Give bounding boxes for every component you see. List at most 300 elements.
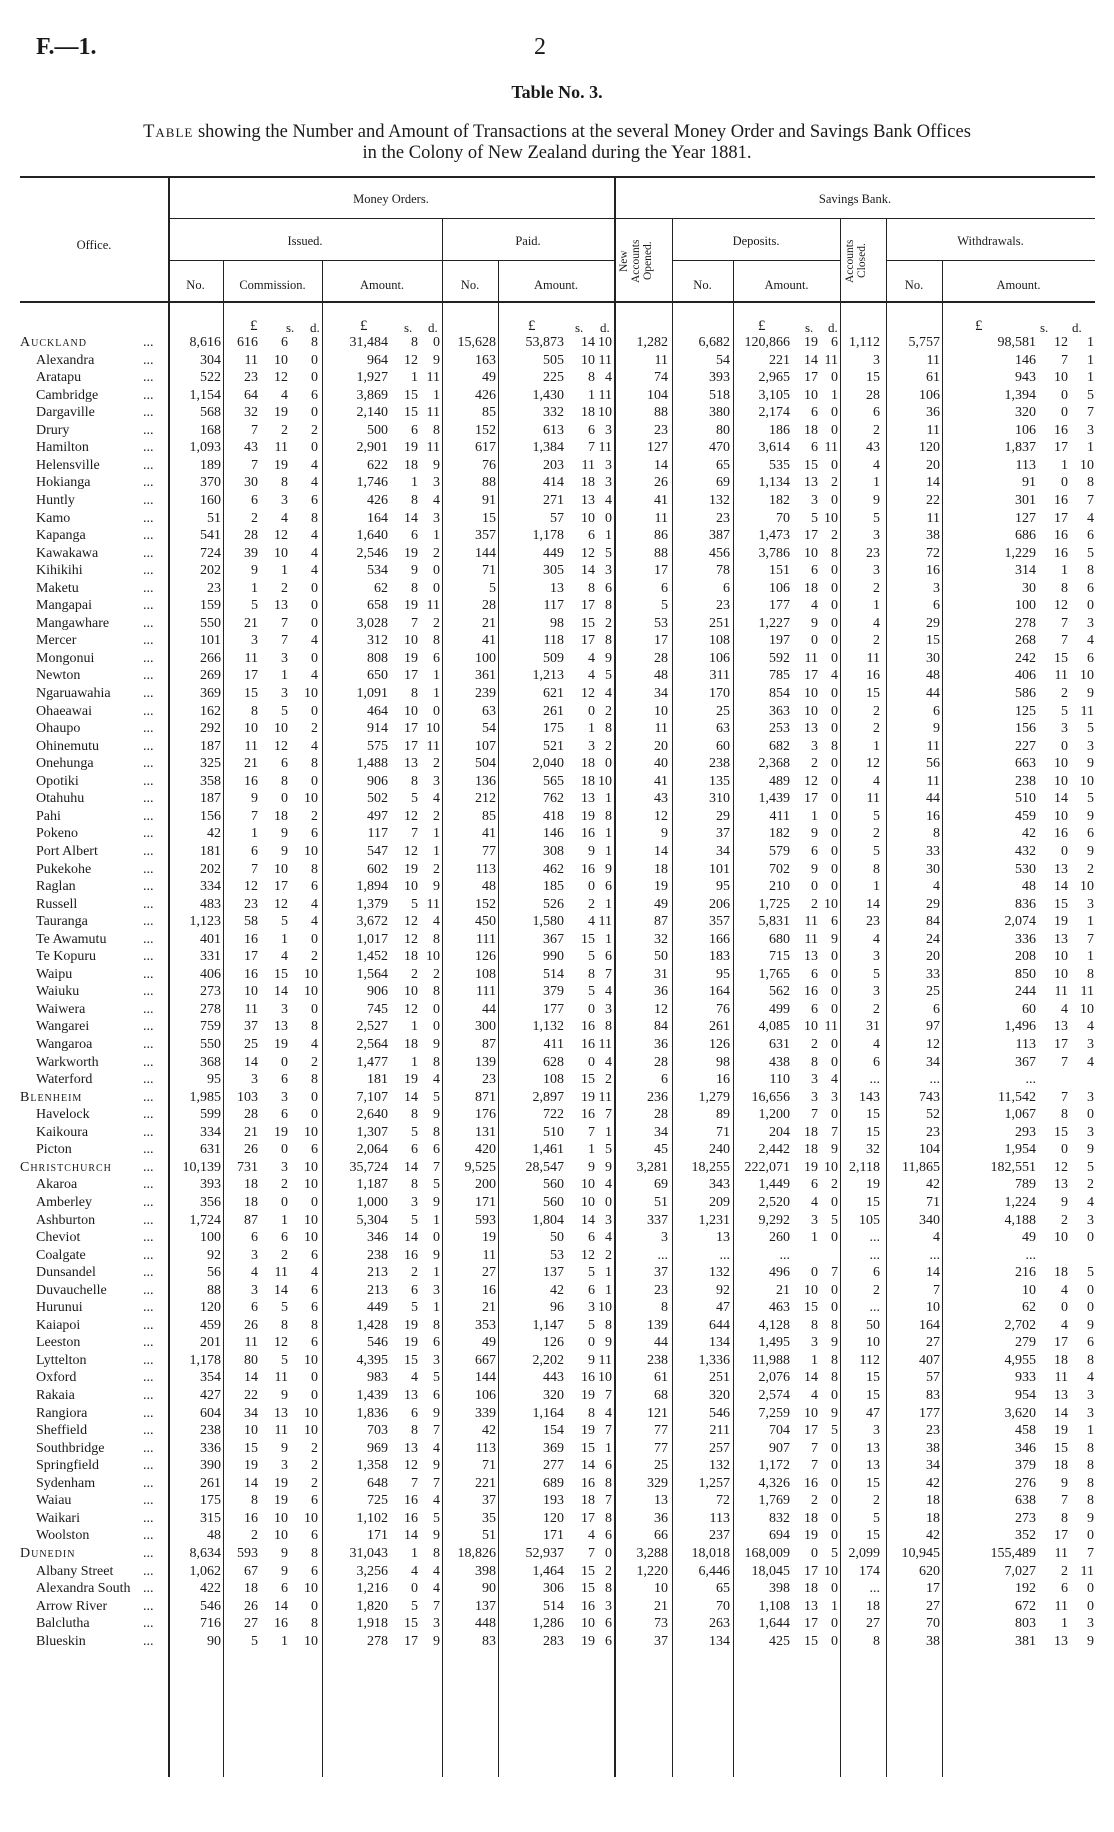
cell-issued-pence: 9 [433,352,440,368]
cell-accounts-closed: 3 [873,984,880,1000]
cell-deposits-shillings: 10 [804,703,818,719]
cell-withdrawals-no: 407 [919,1352,940,1368]
cell-issued-shillings: 8 [411,773,418,789]
cell-commission-shillings: 14 [274,984,288,1000]
cell-issued-no: 401 [200,931,221,947]
cell-commission-shillings: 11 [274,440,288,456]
cell-deposits-no: 251 [709,1370,730,1386]
cell-withdrawals-pence: 3 [1087,1212,1094,1228]
cell-deposits-pounds: 7,259 [758,1405,790,1421]
office-name: Kaikoura [36,1124,89,1140]
cell-deposits-pence: 0 [831,405,838,421]
leader-dots: ... [143,826,154,842]
table-row [0,808,1114,826]
office-name: Kaiapoi [36,1317,81,1333]
rule-money-subhead [168,218,614,219]
cell-accounts-closed: 1 [873,879,880,895]
cell-deposits-shillings: 15 [804,457,818,473]
cell-paid-pounds: 1,464 [532,1563,564,1579]
cell-paid-pounds: 225 [543,370,564,386]
cell-new-accounts: 12 [654,808,668,824]
cell-paid-pence: 8 [605,1581,612,1597]
cell-issued-pounds: 213 [367,1265,388,1281]
cell-paid-shillings: 1 [588,721,595,737]
cell-issued-pounds: 2,564 [356,1037,388,1052]
cell-deposits-pounds: 592 [769,650,790,666]
cell-withdrawals-no: 18 [926,1493,940,1509]
cell-withdrawals-pounds: 789 [1015,1177,1036,1193]
cell-issued-pence: 2 [433,615,440,631]
table-row [0,562,1114,580]
cell-commission-pounds: 15 [244,1440,258,1456]
table-row [0,1264,1114,1282]
cell-deposits-no: 29 [716,808,730,824]
cell-issued-pounds: 546 [367,1335,388,1351]
cell-paid-pence: 10 [598,335,612,350]
cell-deposits-pounds: 438 [769,1054,790,1070]
cell-paid-pence: 8 [605,1317,612,1333]
table-row [0,1405,1114,1423]
cell-new-accounts: 69 [654,1177,668,1193]
cell-issued-pence: 10 [426,721,440,737]
leader-dots: ... [143,1300,154,1316]
cell-deposits-no: 126 [709,1037,730,1052]
header-office: Office. [76,238,112,252]
cell-accounts-closed: 4 [873,615,880,631]
cell-accounts-closed: 8 [873,1633,880,1649]
cell-commission-shillings: 6 [281,1107,288,1123]
cell-deposits-shillings: 10 [804,1405,818,1421]
cell-commission-pence: 0 [311,1388,318,1403]
cell-withdrawals-pence: 5 [1087,721,1094,737]
caption-line-2: in the Colony of New Zealand during the Year 1881. [362,143,752,163]
cell-commission-pounds: 1 [251,826,258,842]
cell-withdrawals-shillings: 18 [1054,1265,1068,1281]
cell-withdrawals-shillings: 17 [1054,1037,1068,1052]
office-name: Cheviot [36,1230,81,1246]
cell-issued-pence: 1 [433,387,440,403]
cell-accounts-closed: ... [869,1072,880,1088]
cell-paid-no: 448 [475,1616,496,1632]
cell-issued-no: 325 [200,756,221,772]
cell-deposits-pounds: 1,200 [758,1107,790,1123]
cell-withdrawals-no: 5,757 [908,335,940,350]
cell-withdrawals-no: 44 [926,791,940,807]
cell-issued-no: 550 [200,1037,221,1052]
cell-issued-shillings: 10 [404,703,418,719]
cell-issued-no: 459 [200,1317,221,1333]
cell-deposits-no: 240 [709,1142,730,1158]
cell-commission-shillings: 12 [274,528,288,544]
cell-issued-no: 269 [200,668,221,684]
cell-commission-pounds: 2 [251,510,258,526]
cell-paid-no: 107 [475,738,496,754]
cell-withdrawals-pence: 6 [1087,650,1094,666]
cell-commission-pence: 8 [311,1545,318,1561]
cell-commission-shillings: 8 [281,773,288,789]
cell-accounts-closed: 112 [859,1352,880,1368]
cell-paid-pounds: 722 [543,1107,564,1123]
cell-deposits-no: 1,231 [698,1212,730,1228]
cell-issued-shillings: 10 [404,633,418,649]
cell-paid-pounds: 108 [543,1072,564,1088]
cell-paid-pence: 4 [605,1177,612,1193]
cell-new-accounts: 20 [654,738,668,754]
leader-dots: ... [143,1423,154,1439]
cell-deposits-pounds: 1,769 [758,1493,790,1509]
leader-dots: ... [143,1528,154,1544]
cell-withdrawals-pence: 6 [1087,1335,1094,1351]
cell-issued-shillings: 17 [404,1633,418,1649]
cell-commission-pounds: 22 [244,1388,258,1403]
cell-deposits-shillings: 6 [811,1177,818,1193]
cell-paid-pence: 1 [605,791,612,807]
cell-accounts-closed: 31 [866,1019,880,1035]
cell-deposits-no: 456 [709,545,730,561]
cell-withdrawals-shillings: 10 [1054,949,1068,965]
cell-issued-pence: 4 [433,1072,440,1088]
cell-commission-pounds: 17 [244,949,258,965]
cell-issued-pounds: 914 [367,721,388,737]
cell-paid-pounds: 418 [543,808,564,824]
office-name: Te Awamutu [36,931,107,947]
cell-issued-pounds: 1,187 [356,1177,388,1193]
table-row [0,1299,1114,1317]
cell-accounts-closed: 2 [873,1282,880,1298]
cell-withdrawals-pence: 1 [1087,352,1094,368]
cell-withdrawals-pence: 3 [1087,1124,1094,1140]
cell-withdrawals-no: 29 [926,896,940,912]
cell-deposits-pence: 0 [831,879,838,895]
cell-deposits-pounds: 715 [769,949,790,965]
cell-withdrawals-no: 20 [926,949,940,965]
cell-paid-pounds: 762 [543,791,564,807]
cell-issued-no: 51 [207,510,221,526]
cell-deposits-shillings: 7 [811,1107,818,1123]
cell-withdrawals-shillings: 6 [1061,1581,1068,1597]
cell-deposits-no: 78 [716,563,730,579]
table-row [0,597,1114,615]
cell-new-accounts: 34 [654,1124,668,1140]
cell-accounts-closed: 3 [873,1423,880,1439]
office-name: Ohinemutu [36,738,99,754]
cell-withdrawals-pounds: 7,027 [1004,1563,1036,1579]
cell-deposits-shillings: 10 [804,686,818,701]
cell-withdrawals-pounds: 155,489 [990,1545,1036,1561]
cell-paid-pence: 4 [605,1054,612,1070]
cell-accounts-closed: 6 [873,405,880,421]
cell-issued-shillings: 16 [404,1510,418,1526]
cell-deposits-no: 387 [709,528,730,544]
cell-withdrawals-pence: 10 [1080,773,1094,789]
cell-issued-shillings: 7 [411,826,418,842]
cell-commission-pence: 6 [311,1528,318,1544]
cell-paid-shillings: 1 [588,1142,595,1158]
cell-withdrawals-no: 38 [926,1440,940,1456]
cell-issued-no: 23 [207,580,221,596]
cell-issued-shillings: 12 [404,914,418,930]
cell-withdrawals-pounds: 276 [1015,1475,1036,1491]
cell-paid-pounds: 305 [543,563,564,579]
cell-withdrawals-no: 11 [926,352,940,368]
cell-deposits-no: 470 [709,440,730,456]
cell-issued-pounds: 3,869 [356,387,388,403]
cell-deposits-pence: 0 [831,457,838,473]
leader-dots: ... [143,1230,154,1246]
cell-deposits-pence: 0 [831,861,838,877]
leader-dots: ... [143,1142,154,1158]
office-name: Waiuku [36,984,80,1000]
cell-commission-shillings: 13 [274,1405,288,1421]
cell-issued-pounds: 464 [367,703,388,719]
cell-issued-shillings: 9 [411,563,418,579]
cell-withdrawals-pence: 3 [1087,738,1094,754]
cell-issued-pounds: 1,379 [356,896,388,912]
cell-withdrawals-pounds: 336 [1015,931,1036,947]
cell-withdrawals-shillings: 2 [1061,1212,1068,1228]
cell-accounts-closed: 47 [866,1405,880,1421]
leader-dots: ... [143,563,154,579]
cell-commission-pounds: 4 [251,1265,258,1281]
cell-commission-pence: 2 [311,721,318,737]
cell-commission-pounds: 15 [244,686,258,701]
cell-withdrawals-no: 11 [926,738,940,754]
cell-withdrawals-pence: 6 [1087,826,1094,842]
cell-deposits-pounds: 222,071 [744,1159,790,1175]
cell-issued-pounds: 1,477 [356,1054,388,1070]
cell-paid-pence: 6 [605,1633,612,1649]
cell-new-accounts: 17 [654,633,668,649]
office-name: Aratapu [36,370,82,386]
cell-deposits-no: 1,279 [698,1089,730,1105]
cell-issued-no: 369 [200,686,221,701]
cell-paid-pounds: 367 [543,931,564,947]
cell-commission-pence: 8 [311,861,318,877]
cell-paid-no: 144 [475,1370,496,1386]
cell-withdrawals-pounds: 91 [1022,475,1036,491]
office-name: Coalgate [36,1247,86,1263]
cell-deposits-pounds: 120,866 [744,335,790,350]
cell-paid-pence: 3 [605,457,612,473]
cell-commission-shillings: 4 [281,949,288,965]
cell-commission-pence: 0 [311,931,318,947]
cell-issued-pounds: 906 [367,773,388,789]
cell-deposits-no: 101 [709,861,730,877]
cell-withdrawals-pounds: 836 [1015,896,1036,912]
cell-withdrawals-shillings: 13 [1054,1177,1068,1193]
cell-withdrawals-shillings: 17 [1054,1528,1068,1544]
cell-commission-pounds: 16 [244,931,258,947]
cell-withdrawals-pence: 11 [1080,1563,1094,1579]
table-row [0,1492,1114,1510]
cell-withdrawals-shillings: 16 [1054,492,1068,508]
cell-deposits-shillings: 14 [804,352,818,368]
cell-issued-pence: 2 [433,756,440,772]
cell-deposits-no: 47 [716,1300,730,1316]
cell-accounts-closed: 143 [859,1089,880,1105]
cell-deposits-pounds: 3,614 [758,440,790,456]
cell-commission-pounds: 37 [244,1019,258,1035]
cell-commission-pence: 6 [311,492,318,508]
cell-issued-no: 168 [200,422,221,438]
cell-paid-pounds: 526 [543,896,564,912]
leader-dots: ... [143,1598,154,1614]
unit-withdrawals-d: d. [1072,320,1082,335]
cell-issued-pence: 1 [433,1265,440,1281]
cell-paid-pounds: 411 [543,1037,564,1052]
cell-withdrawals-no: 12 [926,1037,940,1052]
cell-deposits-shillings: 3 [811,738,818,754]
office-name: Kamo [36,510,71,526]
cell-deposits-shillings: 0 [811,879,818,895]
cell-issued-shillings: 12 [404,352,418,368]
table-row [0,1633,1114,1651]
cell-issued-pence: 4 [433,1563,440,1579]
table-row [0,439,1114,457]
cell-commission-pounds: 58 [244,914,258,930]
cell-withdrawals-no: 52 [926,1107,940,1123]
cell-accounts-closed: 1 [873,475,880,491]
cell-paid-pounds: 53,873 [525,335,564,350]
caption-lead: Table [143,122,194,142]
cell-deposits-pence: 0 [831,756,838,772]
cell-paid-pence: 6 [605,1616,612,1632]
cell-deposits-pence: 11 [824,1019,838,1035]
cell-commission-shillings: 12 [274,1335,288,1351]
office-name: Wangaroa [36,1037,93,1052]
cell-deposits-pence: 0 [831,984,838,1000]
cell-paid-pounds: 332 [543,405,564,421]
office-name: Alexandra South [36,1581,131,1597]
cell-withdrawals-pounds: 1,394 [1004,387,1036,403]
cell-accounts-closed: 15 [866,1107,880,1123]
cell-issued-shillings: 3 [411,1194,418,1210]
cell-paid-shillings: 17 [581,1510,595,1526]
cell-paid-shillings: 19 [581,1388,595,1403]
cell-accounts-closed: 15 [866,1370,880,1386]
cell-paid-pounds: 1,132 [532,1019,564,1035]
table-row [0,650,1114,668]
cell-deposits-shillings: 1 [811,808,818,824]
cell-commission-pounds: 7 [251,422,258,438]
cell-withdrawals-pence: 8 [1087,1440,1094,1456]
cell-paid-pence: 2 [605,1563,612,1579]
cell-deposits-pence: 5 [831,1423,838,1439]
cell-paid-pounds: 414 [543,475,564,491]
cell-withdrawals-pounds: 346 [1015,1440,1036,1456]
cell-paid-no: 212 [475,791,496,807]
cell-commission-pence: 10 [304,843,318,859]
cell-issued-no: 370 [200,475,221,491]
cell-paid-shillings: 9 [588,1352,595,1368]
cell-deposits-shillings: 3 [811,492,818,508]
cell-issued-shillings: 12 [404,808,418,824]
cell-paid-shillings: 8 [588,580,595,596]
cell-paid-pence: 11 [598,440,612,456]
cell-issued-shillings: 14 [404,1528,418,1544]
cell-issued-pence: 1 [433,1212,440,1228]
cell-paid-no: 9,525 [464,1159,496,1175]
cell-deposits-pence: 9 [831,931,838,947]
cell-withdrawals-shillings: 12 [1054,598,1068,614]
leader-dots: ... [143,1089,154,1105]
cell-issued-pounds: 449 [367,1300,388,1316]
cell-paid-pounds: 1,430 [532,387,564,403]
cell-issued-shillings: 1 [411,1545,418,1561]
cell-issued-pence: 0 [433,1001,440,1017]
cell-withdrawals-pounds: 30 [1022,580,1036,596]
cell-commission-pence: 8 [311,510,318,526]
cell-issued-pounds: 4,395 [356,1352,388,1368]
cell-issued-pence: 9 [433,1633,440,1649]
cell-paid-pence: 1 [605,931,612,947]
cell-paid-pence: 3 [605,422,612,438]
header-withdrawals-no: No. [904,278,924,292]
cell-issued-shillings: 2 [411,966,418,982]
cell-commission-pence: 6 [311,387,318,403]
cell-commission-pence: 10 [304,1633,318,1649]
cell-issued-shillings: 14 [404,1089,418,1105]
cell-paid-no: 76 [482,457,496,473]
cell-issued-no: 1,093 [189,440,221,456]
cell-deposits-pence: 0 [831,1510,838,1526]
cell-deposits-no: 1,257 [698,1475,730,1491]
cell-deposits-pence: 8 [831,545,838,561]
cell-deposits-pence: 0 [831,650,838,666]
cell-withdrawals-no: 71 [926,1194,940,1210]
cell-issued-shillings: 4 [411,1563,418,1579]
cell-deposits-no: 135 [709,773,730,789]
leader-dots: ... [143,598,154,614]
cell-commission-shillings: 12 [274,896,288,912]
cell-issued-pence: 11 [426,440,440,456]
cell-paid-shillings: 3 [588,738,595,754]
cell-new-accounts: 1,220 [636,1563,668,1579]
leader-dots: ... [143,756,154,772]
table-row [0,931,1114,949]
cell-commission-pence: 4 [311,457,318,473]
cell-new-accounts: 50 [654,949,668,965]
cell-paid-pounds: 369 [543,1440,564,1456]
cell-issued-pence: 11 [426,598,440,614]
cell-deposits-pence: 10 [824,510,838,526]
cell-issued-no: 101 [200,633,221,649]
cell-deposits-shillings: 0 [811,633,818,649]
cell-withdrawals-pounds: 279 [1015,1335,1036,1351]
cell-paid-pence: 7 [605,1493,612,1509]
cell-issued-pence: 1 [433,826,440,842]
cell-paid-no: 41 [482,633,496,649]
cell-issued-no: 273 [200,984,221,1000]
table-row [0,1212,1114,1230]
cell-issued-no: 8,634 [189,1545,221,1561]
rule-deposits-sub [672,260,840,261]
cell-new-accounts: 6 [661,580,668,596]
cell-deposits-pounds: 1,765 [758,966,790,982]
cell-deposits-shillings: 12 [804,773,818,789]
cell-paid-shillings: 8 [588,1405,595,1421]
cell-new-accounts: 88 [654,545,668,561]
cell-issued-pounds: 3,672 [356,914,388,930]
cell-withdrawals-no: 23 [926,1124,940,1140]
cell-commission-shillings: 1 [281,668,288,684]
cell-commission-pounds: 14 [244,1370,258,1386]
cell-deposits-pounds: 2,076 [758,1370,790,1386]
cell-issued-pounds: 906 [367,984,388,1000]
office-name: Sheffield [36,1423,88,1439]
cell-paid-shillings: 4 [588,914,595,930]
cell-commission-shillings: 10 [274,352,288,368]
